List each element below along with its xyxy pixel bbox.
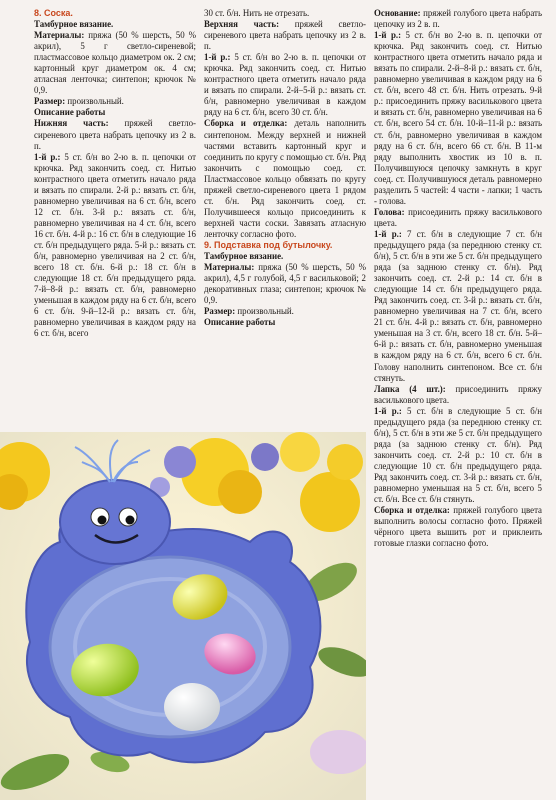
paragraph — [34, 30, 196, 96]
subheading: Описание работы — [34, 107, 106, 118]
paragraph — [34, 96, 196, 107]
paragraph-lead: Нижняя часть: — [34, 118, 109, 129]
paragraph — [374, 30, 542, 207]
paragraph-body: произвольный. — [235, 306, 294, 317]
paragraph-body: 5 ст. б/н во 2-ю в. п. цепочки от крючка. Ряд закончить соед. ст. Нитью контрастного цвета отметить начало ряда и вязать по спирали. 2-й р.: вязать ст. б/н, равномерно увеличивая на 6 ст. б/н, всего 12 ст. б/н. 3-й р.: вязать ст. б/н, равномерно увеличивая на 4 ст. б/н, всего 16 ст. б/н. 4-й р.: 16 ст. б/н в следующие 16 ст. б/н предыдущего ряда. 5-й р.: вязать ст. б/н, равномерно увеличивая на 2 ст. б/н, всего 18 ст. б/н. 6-й р.: 18 ст. б/н в следующие 18 ст. б/н предыдущего ряда. 7-й–8-й р.: вязать ст. б/н, равномерно уменьшая в каждом ряду на 6 ст. б/н, всего 6 ст. б/н. 9-й–12-й р.: вязать ст. б/н, равномерно увеличивая в каждом ряду на 6 ст. б/н, всего — [34, 151, 197, 339]
paragraph-lead: Размер: — [34, 96, 66, 107]
subheading: Описание работы — [204, 317, 276, 328]
paragraph-lead: Сборка и отделка: — [204, 118, 288, 129]
paragraph-body: пряжей светло-сиреневого цвета набрать цепочку из 2 в. п. — [204, 19, 367, 52]
paragraph-body: пряжа (50 % шерсть, 50 % акрил), 4,5 г голубой, 4,5 г васильковой; 2 декоративных глаза; синтепон; крючок № 0,9. — [204, 262, 366, 306]
text-column-2 — [204, 8, 366, 328]
paragraph-body: присоединить пряжу василькового цвета. — [374, 383, 542, 405]
paragraph-body: 7 ст. б/н в следующие 7 ст. б/н предыдущего ряда (за переднюю стенку ст. б/н), 5 ст. б/н в эти же 5 ст. б/н предыдущего ряда (за заднюю стенку ст. б/н). Ряд закончить соед. ст. 2-й р.: 14 ст. б/н в следующие 14 ст. б/н предыдущего ряда. Ряд закончить соед. ст. 3-й р.: вязать ст. б/н, равномерно увеличивая на 7 ст. б/н, всего 21 ст. б/н. 4-й р.: вязать ст. б/н, равномерно уменьшая на 3 ст. б/н, всего 18 ст. б/н. 5-й–6-й р.: вязать ст. б/н, равномерно уменьшая в каждом ряду на 6 ст. б/н, всего 6 ст. б/н. Голову наполнить синтепоном. Все ст. б/н стянуть. — [374, 228, 542, 383]
section-title: 8. Соска. — [34, 8, 73, 18]
paragraph-lead: Основание: — [374, 8, 421, 18]
paragraph: 30 ст. б/н. Нить не отрезать. — [204, 8, 310, 18]
paragraph-lead: 1-й р.: — [34, 151, 61, 162]
paragraph-body: 5 ст. б/н во 2-ю в. п. цепочки от крючка. Ряд закончить соед. ст. Нитью контрастного цвета отметить начало ряда и вязать по спирали. 2-й–8-й р.: вязать ст. б/н, равномерно увеличивая в каждом ряду на 6 ст. б/н, всего 48 ст. б/н. Нить отрезать. 9-й р.: присоединить пряжу василькового цвета и вязать ст. б/н, равномерно увеличивая на 6 ст. б/н, всего 54 ст. б/н. 10-й–11-й р.: вязать ст. б/н, равномерно увеличивая в каждом ряду на 6 ст. б/н, всего 66 ст. б/н. В 11-м ряду выполнить хвостик из 10 в. п. Получившуюся цепочку замкнуть в круг соед. ст. Получившуюся деталь равномерно разделить 5 частей: 4 части - лапки; 1 часть - голова. — [374, 30, 543, 206]
text-column-1 — [34, 8, 196, 339]
paragraph — [374, 229, 542, 384]
paragraph — [34, 118, 196, 151]
text-column-3 — [374, 8, 542, 549]
paragraph — [374, 8, 542, 30]
paragraph-lead: Верхняя часть: — [204, 19, 280, 30]
subheading: Тамбурное вязание. — [34, 19, 114, 30]
paragraph-lead: Голова: — [374, 206, 405, 217]
paragraph — [204, 19, 366, 52]
paragraph-body: пряжа (50 % шерсть, 50 % акрил), 5 г светло-сиреневой; пластмассовое кольцо диаметром ок. 2 см; картонный круг диаметром ок. 4 см; атласная ленточка; синтепон; крючок № 0,9. — [34, 30, 196, 96]
paragraph-lead: 1-й р.: — [374, 30, 402, 41]
paragraph-body: пряжей голубого цвета выполнить волосы согласно фото. Пряжей чёрного цвета вышить рот и приклеить готовые глазки согласно фото. — [374, 505, 542, 549]
paragraph-lead: Сборка и отделка: — [374, 505, 450, 516]
paragraph — [34, 152, 196, 340]
paragraph — [374, 406, 542, 505]
paragraph-body: присоединить пряжу василькового цвета. — [374, 206, 542, 228]
paragraph — [374, 505, 542, 549]
paragraph-lead: 1-й р.: — [204, 52, 231, 63]
paragraph — [374, 384, 542, 406]
paragraph-lead: 1-й р.: — [374, 405, 402, 416]
subheading: Тамбурное вязание. — [204, 251, 284, 262]
crochet-coaster-illustration — [0, 432, 366, 800]
paragraph-body: деталь наполнить синтепоном. Между верхней и нижней частями вставить картонный круг и соединить по кругу с помощью ст. б/н. Ряд закончить с помощью соед. ст. Пластмассовое кольцо обвязать по кругу пряжей светло-сиреневого цвета 1 рядом ст. б/н. Ряд закончить соед. ст. Получившееся кольцо присоединить к верхней части соски. Завязать атласную ленточку согласно фото. — [204, 118, 366, 239]
paragraph-lead: Материалы: — [34, 30, 85, 41]
paragraph-body: 5 ст. б/н в следующие 5 ст. б/н предыдущего ряда (за переднюю стенку ст. б/н), 5 ст. б/н в эти же 5 ст. б/н предыдущего ряда (за заднюю стенку ст. б/н). Ряд закончить соед. ст. 2-й р.: 10 ст. б/н в следующие 10 ст. б/н предыдущего ряда. Ряд закончить соед. ст. 3-й р.: вязать ст. б/н, равномерно уменьшая на 5 ст. б/н, всего 5 ст. б/н. Все ст. б/н стянуть. — [374, 405, 542, 505]
paragraph — [204, 52, 366, 118]
paragraph-lead: 1-й р.: — [374, 228, 402, 239]
paragraph-lead: Размер: — [204, 306, 236, 317]
paragraph-body: произвольный. — [65, 96, 124, 107]
section-title: 9. Подставка под бутылочку. — [204, 239, 333, 250]
paragraph-body: пряжей светло-сиреневого цвета набрать цепочку из 2 в. п. — [34, 118, 197, 151]
paragraph-body: пряжей голубого цвета набрать цепочку из 2 в. п. — [374, 8, 542, 30]
paragraph — [204, 262, 366, 306]
paragraph-lead: Лапка (4 шт.): — [374, 383, 446, 394]
coaster-photo — [0, 432, 366, 800]
paragraph-body: 5 ст. б/н во 2-ю в. п. цепочки от крючка. Ряд закончить соед. ст. Нитью контрастного цвета отметить начало ряда и вязать по спирали. 2-й–5-й р.: вязать ст. б/н, равномерно увеличивая в каждом ряду на 6 ст. б/н, всего 30 ст. б/н. — [204, 52, 366, 118]
paragraph — [374, 207, 542, 229]
paragraph-lead: Материалы: — [204, 262, 255, 273]
paragraph — [204, 306, 366, 317]
monster-head — [60, 480, 170, 564]
paragraph — [204, 118, 366, 240]
